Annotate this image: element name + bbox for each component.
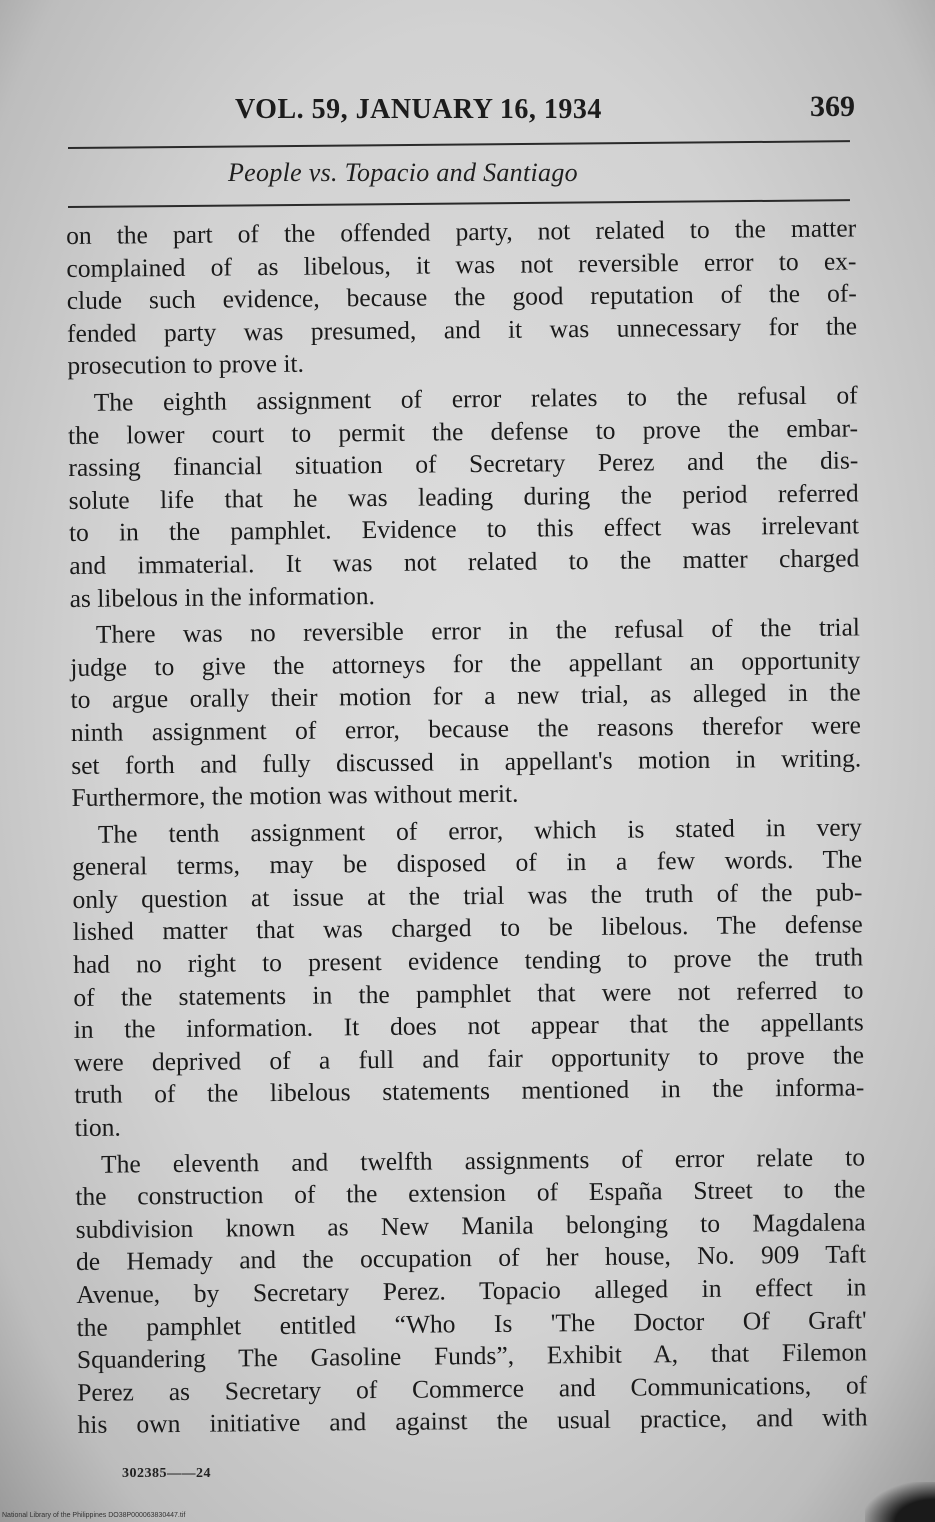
text-line: solute life that he was leading during the period referred [68,478,859,515]
text-line: had no right to present evidence tending to prove the truth [73,942,864,980]
text-line: lished matter that was charged to be libelous. The defense [72,909,863,947]
signature-mark: 302385——24 [122,1466,211,1481]
text-line: truth of the libelous statements mentioned in the informa- [74,1072,865,1110]
text-line: in the information. It does not appear that the appellants [73,1007,864,1045]
text-line: general terms, may be disposed of in a few words. The [72,844,863,882]
text-line: set forth and fully discussed in appellant's motion in writing. [71,742,862,780]
text-line: Avenue, by Secretary Perez. Topacio alleged in effect in [76,1272,867,1309]
text-line: rassing financial situation of Secretary Perez and the dis- [68,445,859,483]
text-line: ninth assignment of error, because the reasons therefor were [70,710,862,747]
text-line: the lower court to permit the defense to prove the embar- [67,412,859,450]
text-line: on the part of the offended party, not related to the matter [66,213,857,250]
header-rule-bottom [68,199,850,208]
volume-date: VOL. 59, JANUARY 16, 1934 [235,94,602,125]
text-line: The tenth assignment of error, which is stated in very [97,812,862,849]
case-title: People vs. Topacio and Santiago [228,158,578,187]
text-line: complained of as libelous, it was not reversible error to ex- [66,246,857,283]
body-text [66,212,868,1441]
text-line: his own initiative and against the usual practice, and with [77,1402,868,1440]
text-line: the construction of the extension of España Street to the [75,1174,866,1212]
text-line: to in the pamphlet. Evidence to this effect was irrelevant [68,510,860,548]
text-line: There was no reversible error in the refusal of the trial [95,612,861,649]
text-line: to argue orally their motion for a new trial, as alleged in the [70,677,861,715]
text-line: as libelous in the information. [69,580,376,613]
page-header [235,90,855,134]
text-line: Squandering The Gasoline Funds”, Exhibit A, that Filemon [76,1337,868,1375]
archive-stamp: National Library of the Philippines DO38P000063830447.tif [2,1512,186,1519]
text-line: of the statements in the pamphlet that were not referred to [73,975,864,1012]
text-line: Furthermore, the motion was without merit. [71,778,519,813]
scan-corner-shadow [865,1482,935,1522]
text-line: Perez as Secretary of Commerce and Communications, of [77,1370,868,1407]
text-line: The eighth assignment of error relates to the refusal of [93,380,858,417]
text-line: judge to give the attorneys for the appellant an opportunity [70,645,861,682]
text-line: and immaterial. It was not related to the matter charged [69,543,860,580]
text-line: fended party was presumed, and it was unnecessary for the [66,311,858,348]
text-line: The eleventh and twelfth assignments of error relate to [100,1141,866,1179]
text-line: prosecution to prove it. [67,349,305,381]
text-line: subdivision known as New Manila belonging to Magdalena [75,1207,866,1244]
text-line: were deprived of a full and fair opportunity to prove the [73,1040,865,1077]
text-line: clude such evidence, because the good reputation of the of- [66,278,857,316]
header-rule-top [68,140,850,149]
page-number: 369 [810,90,855,123]
text-line: de Hemady and the occupation of her house, No. 909 Taft [75,1239,867,1277]
text-line: the pamphlet entitled “Who Is 'The Doctor Of Graft' [76,1304,867,1342]
text-line: tion. [74,1112,121,1142]
text-line: only question at issue at the trial was the truth of the pub- [72,877,863,914]
